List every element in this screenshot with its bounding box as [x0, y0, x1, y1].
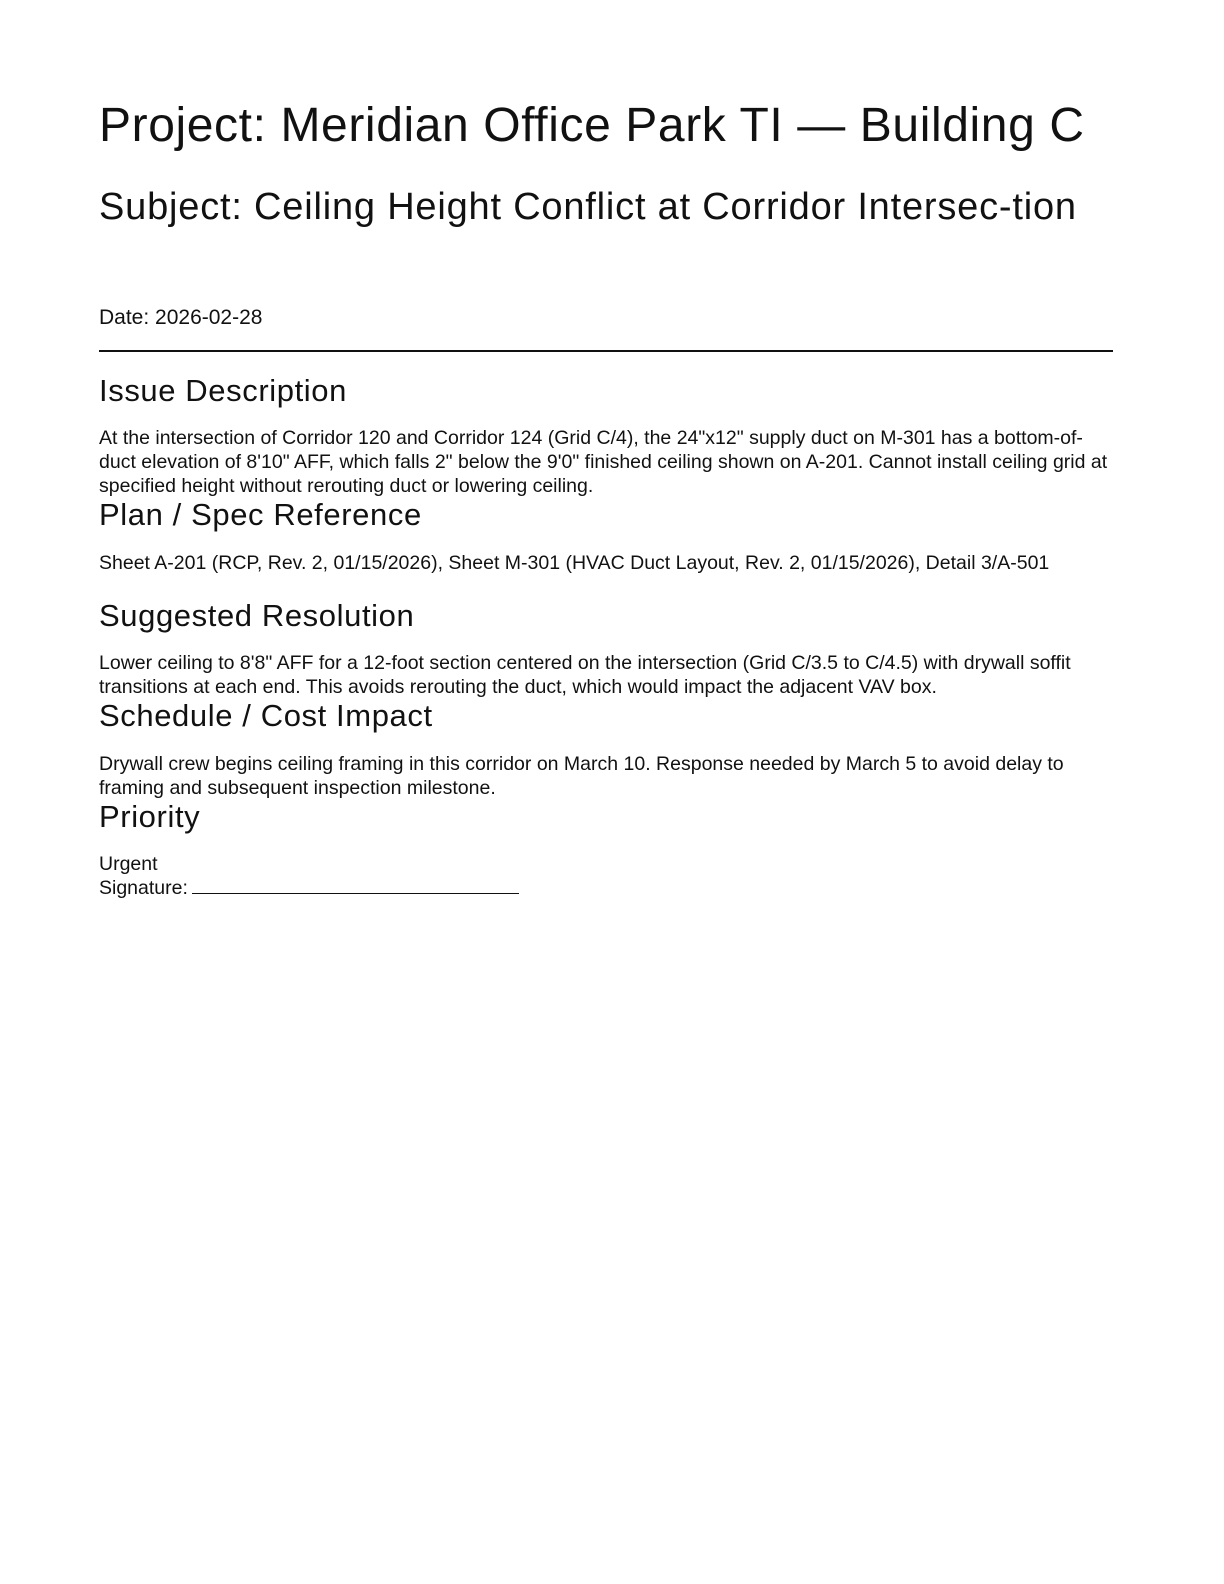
signature-field[interactable] — [192, 893, 519, 894]
signature-label: Signature: — [99, 877, 188, 899]
schedule-cost-impact-body: Drywall crew begins ceiling framing in this corridor on March 10. Response needed by March 5 to avoid delay to framing and subsequent inspection milestone. — [99, 753, 1064, 799]
suggested-resolution-body: Lower ceiling to 8'8" AFF for a 12-foot section centered on the intersection (Grid C/3.5 to C/4.5) with drywall soffit transitions at each end. This avoids rerouting the duct, which would impact the adjacent VAV box. — [99, 652, 1071, 698]
header-divider — [99, 350, 1113, 352]
subject-text: Subject: Ceiling Height Conflict at Corridor Intersec-tion — [99, 186, 1077, 228]
priority-heading: Priority — [99, 799, 201, 834]
subject-line — [99, 186, 1099, 229]
schedule-cost-impact-heading: Schedule / Cost Impact — [99, 698, 433, 733]
priority-value: Urgent — [99, 853, 158, 875]
signature-line — [99, 876, 519, 900]
plan-spec-reference-heading: Plan / Spec Reference — [99, 497, 422, 532]
suggested-resolution-heading: Suggested Resolution — [99, 598, 415, 633]
issue-description-body: At the intersection of Corridor 120 and Corridor 124 (Grid C/4), the 24"x12" supply duct on M-301 has a bottom-of-duct elevation of 8'10" AFF, which falls 2" below the 9'0" finished ceiling shown on A-201. Cannot install ceiling grid at specified height without rerouting duct or lowering ceiling. — [99, 427, 1108, 497]
plan-spec-reference-body: Sheet A-201 (RCP, Rev. 2, 01/15/2026), Sheet M-301 (HVAC Duct Layout, Rev. 2, 01/15/2026), Detail 3/A-501 — [99, 552, 1050, 574]
project-title: Project: Meridian Office Park TI — Building C — [99, 99, 1085, 152]
issue-description-heading: Issue Description — [99, 373, 347, 408]
date-line: Date: 2026-02-28 — [99, 306, 263, 329]
